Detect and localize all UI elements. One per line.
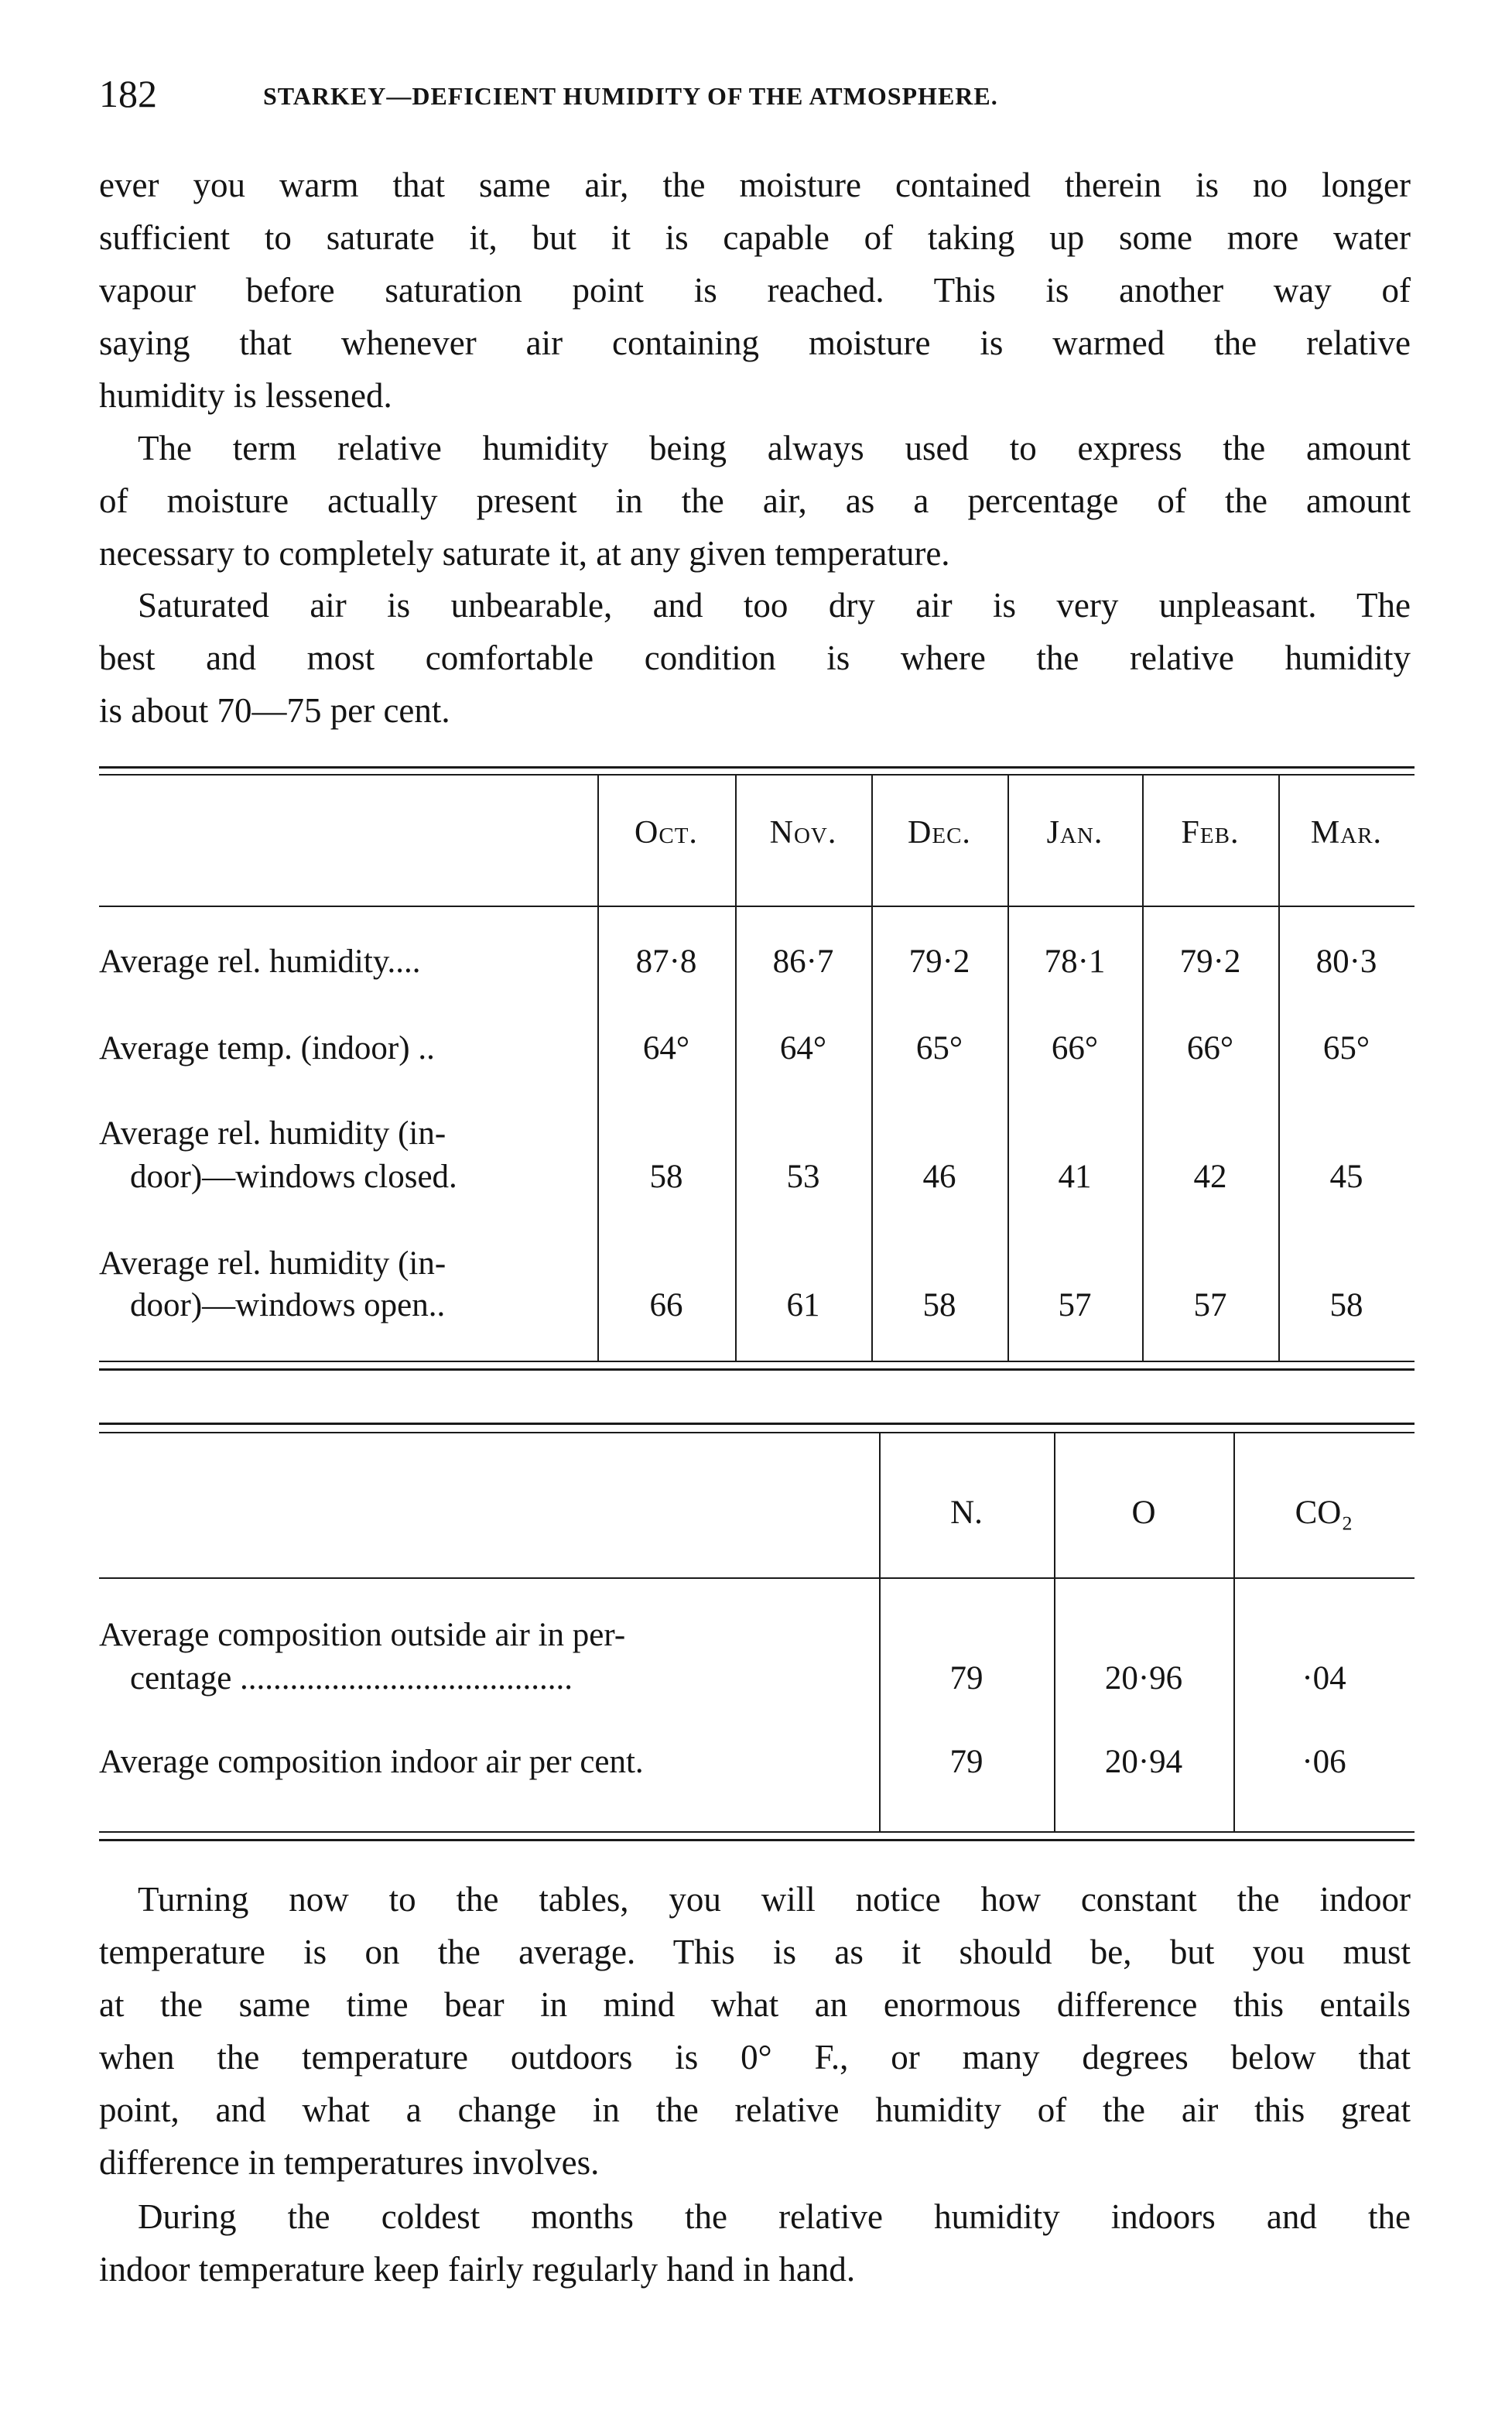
text-line: point, and what a change in the relative humidity of the air this great [99,2090,1411,2129]
table-cell: 79·2 [1179,943,1241,980]
row-label: door)—windows open.. [130,1287,446,1323]
table-cell: 57 [1193,1287,1227,1323]
table-cell: 45 [1329,1159,1363,1195]
table-cell: 66° [1051,1030,1099,1067]
text-line: humidity is lessened. [99,376,392,415]
table-cell: 58 [649,1159,683,1195]
text-line: best and most comfortable condition is where the relative humidity [99,639,1411,677]
element-header: N. [950,1495,983,1531]
month-header: Jan. [1046,815,1103,851]
month-header: Dec. [908,815,971,851]
table-cell: 41 [1058,1159,1092,1195]
month-header: Mar. [1310,815,1383,851]
table-cell: 57 [1058,1287,1092,1323]
row-label: centage ........................................ [130,1660,573,1697]
table-cell: 80·3 [1315,943,1377,980]
text-line: at the same time bear in mind what an enormous difference this entails [99,1985,1411,2024]
table-cell: 86·7 [772,943,834,980]
table-cell: 20·94 [1104,1744,1183,1780]
table-cell: 46 [922,1159,956,1195]
row-label: Average rel. humidity (in- [99,1115,446,1152]
month-header: Nov. [769,815,837,851]
table-cell: 64° [779,1030,827,1067]
table-cell: 79 [949,1660,983,1697]
row-label: Average composition indoor air per cent. [99,1744,644,1780]
row-label: Average rel. humidity.... [99,943,421,980]
paragraph-comfort [99,579,1411,737]
page-number: 182 [99,72,157,115]
table-cell: 42 [1193,1159,1227,1195]
paragraph-coldest-months [99,2190,1411,2296]
text-line: vapour before saturation point is reached. This is another way of [99,271,1411,310]
running-head: STARKEY—DEFICIENT HUMIDITY OF THE ATMOSPHERE. [263,82,998,110]
element-header: O [1131,1495,1156,1531]
table-cell: 20·96 [1104,1660,1183,1697]
text-line: difference in temperatures involves. [99,2143,600,2182]
table-cell: 78·1 [1044,943,1106,980]
text-line: saying that whenever air containing moisture is warmed the relative [99,324,1411,362]
text-line: indoor temperature keep fairly regularly hand in hand. [99,2250,856,2289]
text-line: Saturated air is unbearable, and too dry air is very unpleasant. The [138,586,1411,625]
table-cell: ·04 [1302,1660,1346,1697]
row-label: Average rel. humidity (in- [99,1245,446,1282]
month-header: Feb. [1181,815,1240,851]
table-cell: ·06 [1302,1744,1346,1780]
text-line: The term relative humidity being always used to express the amount [138,429,1411,467]
table-cell: 66 [649,1287,683,1323]
paragraph-intro [99,159,1411,422]
month-header: Oct. [635,815,698,851]
paragraph-tables-discussion [99,1873,1411,2189]
element-header: CO₂ [1295,1495,1353,1531]
table-cell: 61 [786,1287,820,1323]
table-cell: 79·2 [908,943,970,980]
table-cell: 65° [915,1030,963,1067]
page-header [99,71,1430,125]
table-cell: 65° [1322,1030,1370,1067]
text-line: temperature is on the average. This is as it should be, but you must [99,1933,1411,1971]
table-cell: 66° [1186,1030,1234,1067]
table-cell: 79 [949,1744,983,1780]
table-cell: 58 [922,1287,956,1323]
text-line: is about 70—75 per cent. [99,691,450,730]
table-cell: 58 [1329,1287,1363,1323]
row-label: Average composition outside air in per- [99,1617,626,1653]
table-cell: 87·8 [635,943,697,980]
text-line: of moisture actually present in the air, as a percentage of the amount [99,481,1411,520]
paragraph-definition [99,422,1411,580]
row-label: Average temp. (indoor) .. [99,1030,435,1067]
table-cell: 64° [642,1030,690,1067]
table-cell: 53 [786,1159,820,1195]
row-label: door)—windows closed. [130,1159,457,1195]
text-line: ever you warm that same air, the moisture contained therein is no longer [99,166,1411,204]
text-line: Turning now to the tables, you will notice how constant the indoor [138,1880,1411,1919]
text-line: sufficient to saturate it, but it is capable of taking up some more water [99,218,1411,257]
text-line: when the temperature outdoors is 0° F., or many degrees below that [99,2038,1411,2077]
text-line: necessary to completely saturate it, at any given temperature. [99,534,950,573]
text-line: During the coldest months the relative humidity indoors and the [138,2197,1411,2236]
